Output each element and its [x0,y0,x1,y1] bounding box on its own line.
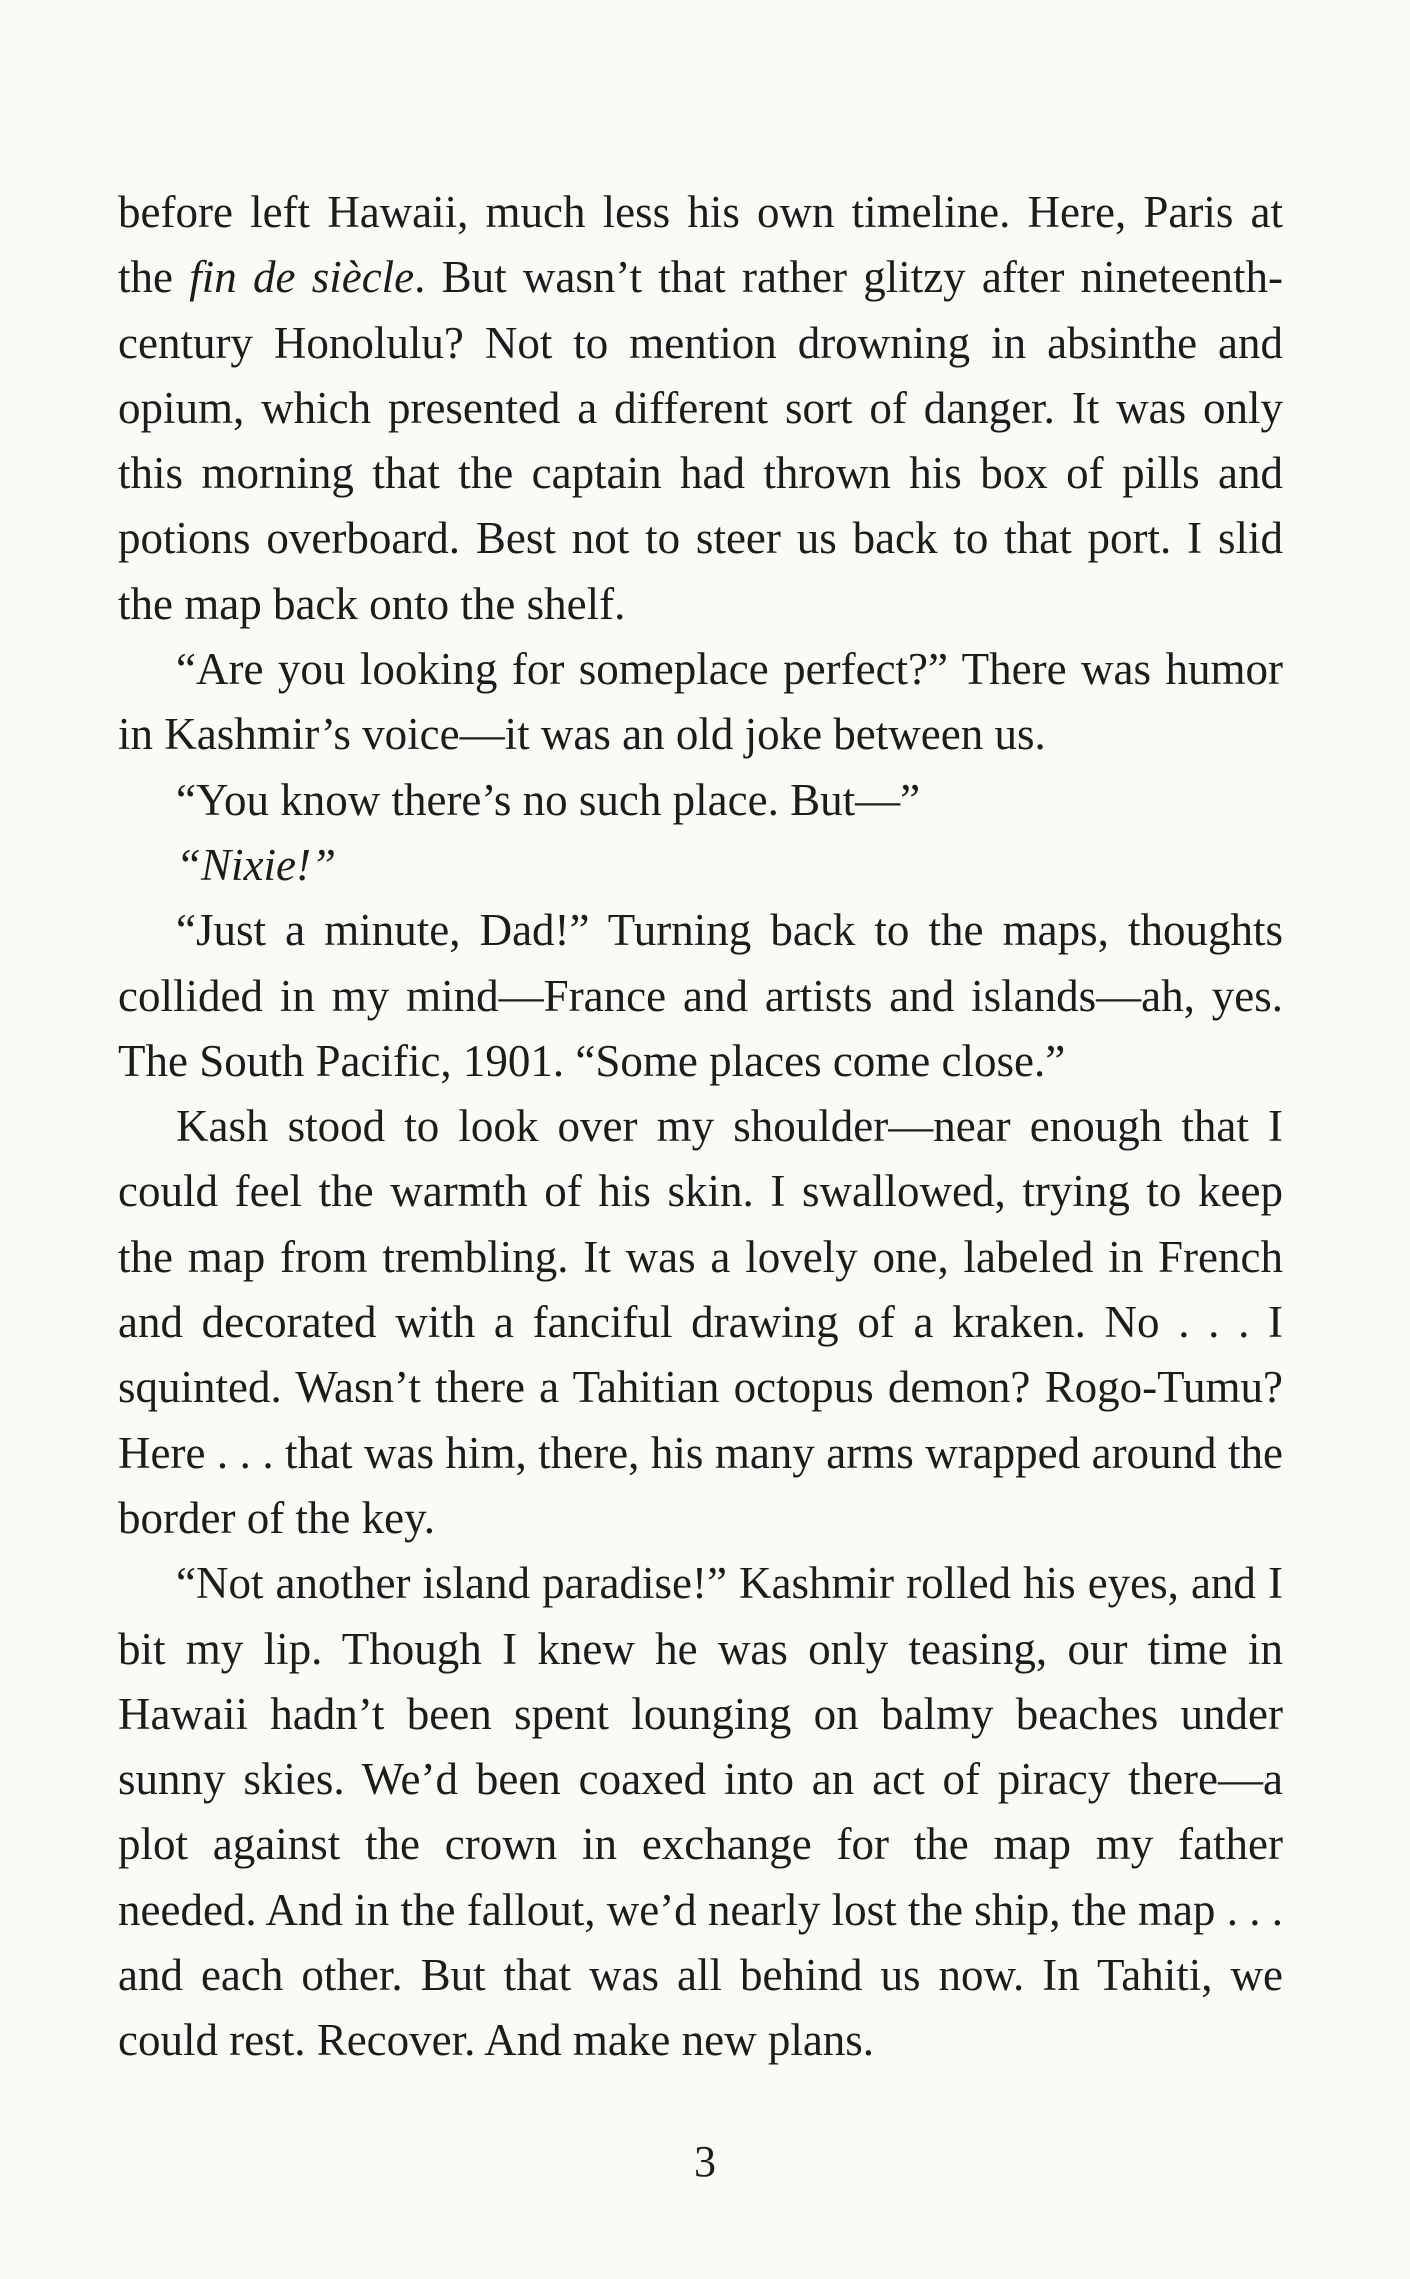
text-segment: Kash stood to look over my shoulder—near enough that I could feel the warmth of his skin. I swallowed, trying to keep the map from trembling. It was a lovely one, labeled in French and decorated with a fanciful drawing of a kraken. No . . . I squinted. Wasn’t there a Tahitian octopus demon? Rogo-Tumu? Here . . . that was him, there, his many arms wrapped around the border of the key. [118,1101,1283,1543]
paragraph [118,180,1283,637]
text-segment: “Just a minute, Dad!” Turning back to the maps, thoughts collided in my mind—France and artists and islands—ah, yes. The South Pacific, 1901. “Some places come close.” [118,905,1283,1086]
paragraph [118,637,1283,768]
paragraph [118,768,1283,833]
paragraph [118,1551,1283,2073]
text-segment: “Are you looking for someplace perfect?” There was humor in Kashmir’s voice—it was an old joke between us. [118,644,1283,760]
text-segment: before left Hawaii, much less his own timeline. Here, Paris at the [118,187,1283,303]
italic-text: “Nixie!” [176,839,337,890]
text-segment: “You know there’s no such place. But—” [176,774,921,825]
text-segment: “Not another island paradise!” Kashmir rolled his eyes, and I bit my lip. Though I knew he was only teasing, our time in Hawaii hadn’t been spent lounging on balmy beaches under sunny skies. We’d been coaxed into an act of piracy there—a plot against the crown in exchange for the map my father needed. And in the fallout, we’d nearly lost the ship, the map . . . and each other. But that was all behind us now. In Tahiti, we could rest. Recover. And make new plans. [118,1558,1283,2066]
text-segment: . But wasn’t that rather glitzy after nineteenth-century Honolulu? Not to mention drowning in absinthe and opium, which presented a different sort of danger. It was only this morning that the captain had thrown his box of pills and potions overboard. Best not to steer us back to that port. I slid the map back onto the shelf. [118,252,1283,629]
page-number: 3 [694,2137,716,2186]
paragraph [118,898,1283,1094]
italic-text: fin de siècle [189,252,415,303]
body-text [118,180,1283,2074]
paragraph [118,833,1283,898]
paragraph [118,1094,1283,1551]
